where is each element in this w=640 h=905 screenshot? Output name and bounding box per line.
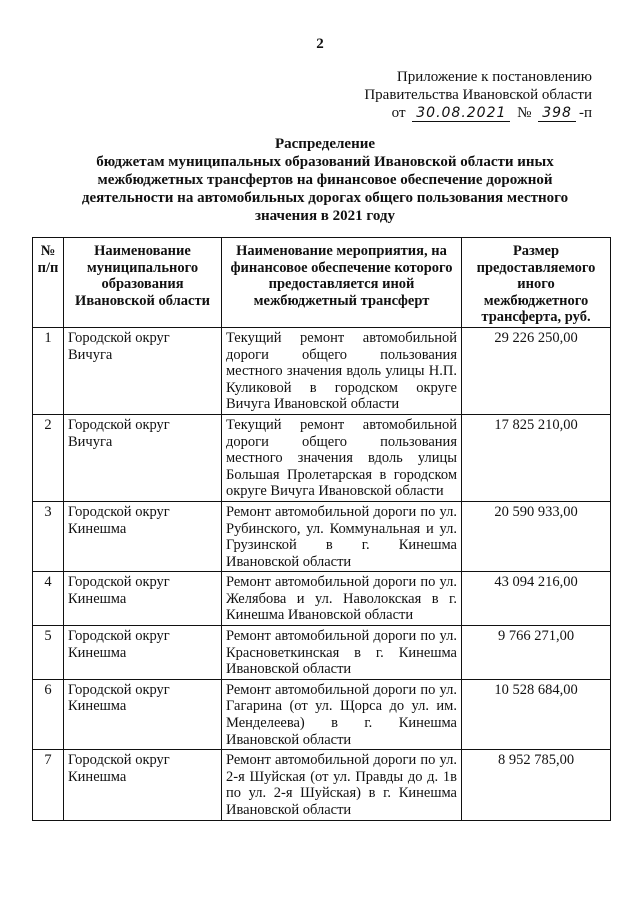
table-row — [33, 679, 611, 749]
table-row — [33, 572, 611, 626]
row-number: 7 — [33, 750, 64, 820]
decree-number: 398 — [538, 106, 576, 122]
header-amount: Размер предоставляемого иного межбюджетного трансферта, руб. — [462, 238, 611, 328]
row-event: Ремонт автомобильной дороги по ул. Рубинского, ул. Коммунальная и ул. Грузинской в г. Кинешма Ивановской области — [222, 501, 462, 571]
appendix-header — [364, 68, 592, 122]
number-prefix: № — [517, 105, 532, 121]
table-row — [33, 327, 611, 414]
row-amount: 20 590 933,00 — [462, 501, 611, 571]
table-row — [33, 626, 611, 680]
row-municipality: Городской округ Кинешма — [64, 501, 222, 571]
row-amount: 9 766 271,00 — [462, 626, 611, 680]
row-municipality: Городской округ Кинешма — [64, 750, 222, 820]
row-number: 4 — [33, 572, 64, 626]
appendix-line-2: Правительства Ивановской области — [364, 87, 592, 103]
header-municipality: Наименование муниципального образования Ивановской области — [64, 238, 222, 328]
row-event: Ремонт автомобильной дороги по ул. Желябова и ул. Наволокская в г. Кинешма Ивановской области — [222, 572, 462, 626]
date-prefix: от — [391, 105, 406, 121]
row-number: 2 — [33, 414, 64, 501]
title-heading: Распределение — [274, 136, 376, 152]
page-number: 2 — [316, 36, 324, 52]
row-municipality: Городской округ Вичуга — [64, 327, 222, 414]
row-event: Текущий ремонт автомобильной дороги общего пользования местного значения вдоль улицы Большая Пролетарская в городском округе Вичуга Ивановской области — [222, 414, 462, 501]
row-number: 1 — [33, 327, 64, 414]
distribution-table — [32, 237, 611, 821]
row-amount: 8 952 785,00 — [462, 750, 611, 820]
row-number: 3 — [33, 501, 64, 571]
row-event: Ремонт автомобильной дороги по ул. 2-я Шуйская (от ул. Правды до д. 1в по ул. 2-я Шуйская) в г. Кинешма Ивановской области — [222, 750, 462, 820]
document-title — [60, 135, 590, 225]
decree-date: 30.08.2021 — [412, 106, 510, 122]
row-municipality: Городской округ Вичуга — [64, 414, 222, 501]
row-number: 5 — [33, 626, 64, 680]
row-amount: 17 825 210,00 — [462, 414, 611, 501]
table-row — [33, 750, 611, 820]
row-municipality: Городской округ Кинешма — [64, 626, 222, 680]
appendix-date-line — [364, 104, 592, 122]
row-amount: 29 226 250,00 — [462, 327, 611, 414]
row-municipality: Городской округ Кинешма — [64, 679, 222, 749]
row-event: Текущий ремонт автомобильной дороги общего пользования местного значения вдоль улицы Н.П. Куликовой в городском округе Вичуга Ивановской области — [222, 327, 462, 414]
number-suffix: -п — [578, 105, 592, 121]
row-municipality: Городской округ Кинешма — [64, 572, 222, 626]
appendix-line-1: Приложение к постановлению — [396, 69, 592, 85]
table-row — [33, 501, 611, 571]
table-header-row — [33, 238, 611, 328]
row-amount: 10 528 684,00 — [462, 679, 611, 749]
header-number: № п/п — [33, 238, 64, 328]
row-number: 6 — [33, 679, 64, 749]
title-body: бюджетам муниципальных образований Ивановской области иных межбюджетных трансфертов на финансовое обеспечение дорожной деятельности на автомобильных дорогах общего пользования местного значения в 2021 году — [81, 154, 569, 224]
header-event: Наименование мероприятия, на финансовое обеспечение которого предоставляется иной межбюджетный трансферт — [222, 238, 462, 328]
row-event: Ремонт автомобильной дороги по ул. Гагарина (от ул. Щорса до ул. им. Менделеева) в г. Кинешма Ивановской области — [222, 679, 462, 749]
table-row — [33, 414, 611, 501]
row-amount: 43 094 216,00 — [462, 572, 611, 626]
row-event: Ремонт автомобильной дороги по ул. Красноветкинская в г. Кинешма Ивановской области — [222, 626, 462, 680]
